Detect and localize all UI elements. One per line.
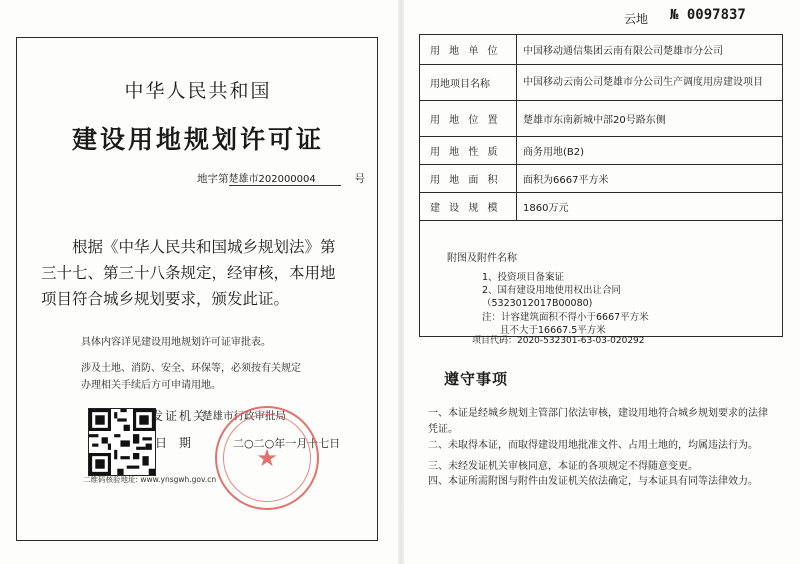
statement-line: 项目符合城乡规划要求，颁发此证。 [41,290,290,308]
row-label: 用地项目名称 [420,65,517,101]
permit-number-suffix: 号 [354,173,365,185]
rule-item: 二、未取得本证，而取得建设用地批准文件、占用土地的，均属违法行为。 [428,440,758,451]
row-value: 面积为6667平方米 [517,165,783,193]
attachment-note: 且不大于16667.5平方米 [500,325,606,336]
attachment-item: 2、国有建设用地使用权出让合同 [482,285,622,296]
row-value: 商务用地(B2) [517,137,783,165]
table-row [420,137,783,165]
permit-number-prefix: 地字第 [197,173,229,185]
seal-star-icon: ★ [256,444,278,472]
table-row [420,101,783,137]
row-label: 建 设 规 模 [420,193,517,221]
attachments-title: 附图及附件名称 [447,253,517,264]
issuer-label: 发证机关 [151,409,208,423]
table-row [420,193,783,221]
table-row [420,65,783,101]
project-code: 项目代码：2020-532301-63-03-020292 [472,336,645,346]
attachment-note: 注：计容建筑面积不得小于6667平方米 [482,312,649,323]
permit-number [197,170,365,186]
row-label: 用 地 面 积 [420,165,517,193]
serial-label: 云地 [624,12,649,26]
country-name: 中华人民共和国 [124,80,272,102]
row-value: 楚雄市东南新城中部20号路东侧 [517,101,783,137]
attachment-item: （5323012017B00080) [482,298,593,309]
row-value: 1860万元 [517,193,783,221]
permit-number-value: 楚雄市202000004 [229,170,341,186]
license-back-page [404,0,800,564]
qr-code-graphic [89,409,155,475]
license-front-page [0,0,398,564]
statement-line: 根据《中华人民共和国城乡规划法》第 [72,238,336,256]
procedure-note-line: 涉及土地、消防、安全、环保等，必须按有关规定 [81,363,301,374]
row-value: 中国移动通信集团云南有限公司楚雄市分公司 [517,35,783,65]
row-label: 用 地 性 质 [420,137,517,165]
row-label: 用 地 单 位 [420,35,517,65]
rule-item: 三、未经发证机关审核同意，本证的各项规定不得随意变更。 [428,461,698,472]
row-value: 中国移动云南公司楚雄市分公司生产调度用房建设项目 [517,65,783,101]
license-title: 建设用地规划许可证 [71,125,324,154]
issue-date: 二○二○年一月十七日 [233,437,341,450]
official-seal [215,406,319,510]
date-label: 日期 [155,436,204,450]
procedure-note-line: 办理相关手续后方可申请用地。 [81,380,221,391]
qr-code [88,408,156,476]
license-front-frame [16,37,378,541]
attachment-item: 1、投资项目备案证 [482,272,565,283]
row-label: 用 地 位 置 [420,101,517,137]
rule-item: 四、本证所需附图与附件由发证机关依法确定，与本证具有同等法律效力。 [428,476,758,487]
table-row [420,165,783,193]
serial-number: № 0097837 [670,7,746,23]
qr-verification-caption: 二维码核验地址: www.ynsgwh.gov.cn [83,475,217,484]
issuer-name: 楚雄市行政审批局 [202,410,286,422]
rule-item: 一、本证是经城乡规划主管部门依法审核，建设用地符合城乡规划要求的法律凭证。 [428,408,768,435]
license-statement [41,234,361,312]
table-row [420,35,783,65]
statement-line: 三十七、第三十八条规定，经审核，本用地 [41,264,336,282]
rules-title: 遵守事项 [444,370,509,388]
detail-note: 具体内容详见建设用地规划许可证审批表。 [81,337,271,348]
